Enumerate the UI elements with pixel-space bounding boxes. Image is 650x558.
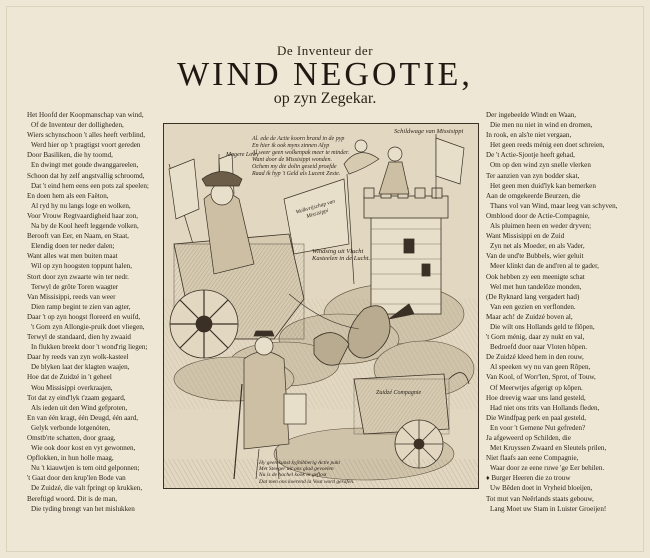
poem-line: En voor 't Gemene Nut gefreden? <box>490 423 586 432</box>
poem-line: Het Hoofd der Koopmanschap van wind, <box>27 111 144 119</box>
poem-line: Schoon dat hy zelf angstvallig schroomd, <box>27 171 145 180</box>
title-line-3: op zyn Zegekar. <box>273 90 377 107</box>
poem-line: Die Windfpag perk en paal gesteld, <box>486 413 587 422</box>
poem-line: Om op den wind zyn snelle vlerken <box>490 161 591 170</box>
poem-line: Dien ramp begint te zien van agter, <box>31 302 131 311</box>
poem-line: Gelyk verbonde lotgenóten, <box>31 423 110 432</box>
title-main: WIND NEGOTIE, <box>177 56 473 93</box>
inscription-line: Want door de Missisippi wonden. <box>252 157 332 163</box>
poem-line: Omblood door de Actie-Compagnie, <box>486 211 590 220</box>
poem-line: Het geen men duid'lyk kan bemerken <box>490 181 596 190</box>
sign-text: Zuidzé Compagnie <box>376 390 422 396</box>
poem-line: Wil op zyn hoogsten toppunt halen, <box>31 262 132 271</box>
poem-line: In flukken breekt door 't wond'rig liegen; <box>31 343 148 352</box>
sky-inscription <box>252 136 349 178</box>
poem-line: Terwyl de standaard, dien hy zwaaid <box>27 333 131 342</box>
poem-line: Tot mut van Neêrlands staats gebouw, <box>486 494 594 503</box>
poem-line: Wou Missisippi overkraajen, <box>31 383 113 392</box>
motto-tag: Magere Lowy <box>226 152 259 158</box>
poem-line: Stort door zyn zwaarte win ter nedr. <box>27 272 129 281</box>
tower-label: Schildwage van Missisippi <box>394 128 464 135</box>
poem-line: Aan de omgekeerde Beurzen, die <box>486 191 581 200</box>
poem-line: Elendig doen ter neder dalen; <box>31 242 115 251</box>
poem-line: Wiers schynschoon 't alles heeft verblind, <box>27 131 146 140</box>
poem-line: 't Gorn ménig, daar zy nukt en val, <box>486 333 585 342</box>
bottom-inscription <box>259 460 355 485</box>
poem-line: Want alles wat men buiten maat <box>27 252 118 261</box>
poem-line: Dat 't eind hem eens een pots zal speelen; <box>31 181 149 190</box>
poem-line: Wie ook door kost en vyt gewonnen, <box>31 444 136 453</box>
inscription-line: En hier ik ook myns zinnen Alyp <box>252 143 330 149</box>
poem-line: Maar ach! de Zuidzé boven al, <box>486 312 573 321</box>
inscription-line: Dat men ons koerend la Vout word gerafen. <box>259 478 355 485</box>
poem-line: Als ieden uit den Wind gefproten, <box>31 403 128 412</box>
poem-line: 't Gorn zyn Allongie-pruik doet vliegen, <box>31 322 145 331</box>
poem-line: Die men nu niet in wind en dromen, <box>490 121 593 130</box>
poem-line: Uw Bêden doet in Vryheid bloeijen, <box>490 484 593 493</box>
poem-line: Na by de Kool heeft leggende volken, <box>31 222 139 231</box>
poem-line: Het geen reeds ménig een doet schreien, <box>490 141 605 150</box>
inscription-line: Al. ede de Actie koorn brand in de pyp <box>252 136 345 142</box>
poem-line: Die tyding brengt van het mislukken <box>31 504 135 513</box>
wind-label: Windsing uit Vlucht Kasteelen in de Lucht. <box>312 248 371 262</box>
poem-line: Niet flaafs aan eene Compagnie, <box>486 454 579 463</box>
poem-line: Van Missisippi, reeds van weer <box>27 292 116 301</box>
poem-line: Ja afgeweerd op Schilden, die <box>486 434 571 442</box>
poem-line: Bereftigd woord. Dit is de man, <box>27 494 118 503</box>
poem-line: (De Ryknard lang vergadert had) <box>486 292 580 301</box>
poem-line: Lang Moet uw Stam in Luister Groeijen! <box>490 504 607 513</box>
left-poem <box>27 110 155 514</box>
poem-line: De blyken laat der klagten waajen, <box>31 363 130 372</box>
engraving-illustration <box>164 124 478 488</box>
poem-line: De Zuidzé, die valt fpringt op krukken, <box>31 484 143 493</box>
poem-line: Hoe dreevig waar uns land gesteld, <box>486 393 586 402</box>
poem-line: ♦ Burger Heeren die zo trouw <box>486 474 571 483</box>
poem-line: En doen hem als een Faëton, <box>27 191 109 200</box>
poem-line: Daar hy reeds van zyn wolk-kasteel <box>27 353 129 362</box>
poem-line: Hoe dat de Zuidzé in 't geheel <box>27 373 112 382</box>
poem-line: Tot dat zy eind'lyk t'zaam gegaard, <box>27 393 126 402</box>
poem-line: Opflokken, in hun holle maag, <box>27 454 114 463</box>
poem-line: De 't Actie-Sjootje heeft gehad, <box>486 151 575 160</box>
title-line-1: De Inventeur der <box>276 43 374 58</box>
poem-line: Ook hebben zy een meenigte schat <box>486 272 585 281</box>
poem-line: Der ingebeelde Windt en Waan, <box>486 111 577 119</box>
poem-line: Daar 't op zyn hoogst floreerd en wuifd, <box>27 312 141 321</box>
poem-line: Van Kool, of Worr'len, Sprot, of Touw, <box>486 373 596 382</box>
poem-line: Of Meerwtjes afgerigt op kôpen. <box>490 383 583 392</box>
poem-line: Zyn net als Moeder, en als Vader, <box>490 242 585 251</box>
poem-line: Wel met hun tandelôze monden, <box>490 282 582 291</box>
engraving-plate <box>163 123 479 489</box>
poem-line: En dwingt met goude dwanggareelen, <box>31 161 139 170</box>
inscription-line: Al weer geen wolkenpak meer te minder. <box>252 150 350 156</box>
poem-line: Of de Inventeur der dolligheden, <box>31 121 124 130</box>
poem-line: Van de und'te Bubbels, wier geluit <box>486 252 584 261</box>
poem-line: Berooft van Eer, en Naam, en Staat, <box>27 232 129 241</box>
inscription-line: Nu is de hachel kook in geflost <box>259 472 327 479</box>
poem-line: Thans vol van Wind, maar leeg van schyven, <box>490 201 618 210</box>
poem-line: Die wilt ons Hollands geld te flôpen, <box>490 322 595 331</box>
poem-line: Al speeken wy nu van geen Rôpen, <box>490 363 591 372</box>
poem-line: De Zuidzé kleed hem in den rouw, <box>486 353 584 362</box>
poem-line: Werd hier op 't pragtigst voort gereden <box>31 141 141 150</box>
poem-line: Ter aanzien van zyn bodder skat, <box>486 171 580 180</box>
poem-line: Van een gezien en verflonden. <box>490 302 576 311</box>
poem-line: In rook, en als'te niet vergaan, <box>486 131 572 140</box>
poem-line: En van één kragt, één Deugd, één aard, <box>27 413 139 422</box>
poem-line: Door Basiliken, die hy toomd, <box>27 151 113 160</box>
poem-line: Meer klinkt dan de and'ren al te gader, <box>490 262 599 271</box>
poem-line: Voor Vrouw Regtvaardigheid haar zon, <box>27 211 139 220</box>
inscription-line: Hy geen kunst kyjhibberig Actie pakt <box>259 460 340 466</box>
poem-line: Waar door ze eene ruwe 'ge Eer behilen. <box>490 464 605 473</box>
poem-line: Al ryd hy nu langs loge en wolken, <box>31 201 131 210</box>
inscription-line: Raad ik hyp 't Geld als Lucent Zeste. <box>252 171 341 177</box>
poem-line: Nu 't kiauwtjen is tem oitd gelponnen; <box>31 464 140 473</box>
poem-line: Als pluimen heen en weder dryven; <box>490 222 592 231</box>
banner-text: Wolkvrijschap van Missisippi <box>295 198 336 220</box>
inscription-line: Ochem my die dolin geseid proefde <box>252 164 337 170</box>
poem-line: Met Kruyssen Zwaard en Sleutels prilen, <box>490 444 607 453</box>
poem-line: Omstb'rte schatten, door graag, <box>27 434 116 442</box>
poem-line: Had niet ons trits van Hollands fleden, <box>490 403 600 412</box>
poem-line: Want Missisippi en de Zuid <box>486 232 565 241</box>
poem-line: 't Gaat door den krup'len Bode van <box>27 474 126 483</box>
poem-line: Terwyl de grôte Toren waagter <box>31 282 119 291</box>
inscription-line: Met Steeger uit ons glad gevoelen <box>259 466 334 473</box>
poem-line: Bedroefd door naar Vloten hôpen. <box>490 343 587 352</box>
right-poem <box>486 110 638 514</box>
